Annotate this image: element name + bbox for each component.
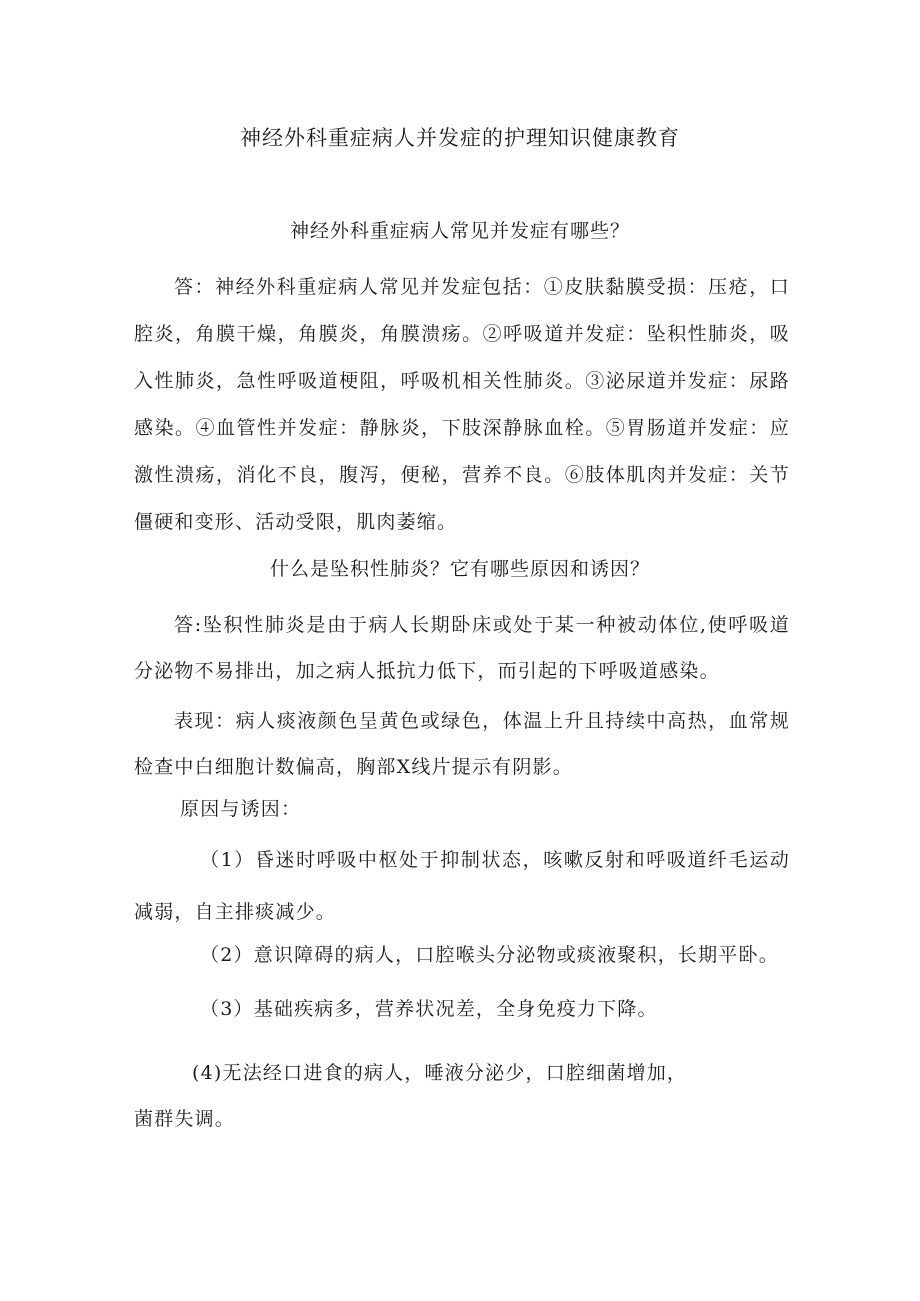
- document-title: 神经外科重症病人并发症的护理知识健康教育: [240, 126, 680, 150]
- question-1: 神经外科重症病人常见并发症有哪些？: [289, 220, 630, 242]
- cause-item-3: （3）基础疾病多，营养状况差，全身免疫力下降。: [200, 998, 658, 1020]
- cause-item-1: （1）昏迷时呼吸中枢处于抑制状态，咳嗽反射和呼吸道纤毛运动减弱，自主排痰减少。: [134, 849, 790, 923]
- cause-item-2: （2）意识障碍的病人，口腔喉头分泌物或痰液聚积，长期平卧。: [200, 944, 779, 966]
- cause-item-4-continuation: 菌群失调。: [134, 1108, 236, 1130]
- answer-2: 答:坠积性肺炎是由于病人长期卧床或处于某一种被动体位,使呼吸道分泌物不易排出，加之病人抵抗力低下，而引起的下呼吸道感染。: [134, 614, 790, 682]
- causes-heading: 原因与诱因：: [180, 798, 302, 820]
- question-2: 什么是坠积性肺炎？它有哪些原因和诱因？: [269, 558, 650, 580]
- manifestation-paragraph: 表现：病人痰液颜色呈黄色或绿色，体温上升且持续中高热，血常规检查中白细胞计数偏高，胸部X线片提示有阴影。: [134, 710, 790, 778]
- cause-item-4: (4)无法经口进食的病人，唾液分泌少，口腔细菌增加，: [192, 1062, 688, 1084]
- answer-1: 答：神经外科重症病人常见并发症包括：①皮肤黏膜受损：压疮，口腔炎，角膜干燥，角膜炎，角膜溃疡。②呼吸道并发症：坠积性肺炎，吸入性肺炎，急性呼吸道梗阻，呼吸机相关性肺炎。③泌尿道并发症：尿路感染。④血管性并发症：静脉炎，下肢深静脉血栓。⑤胃肠道并发症：应激性溃疡，消化不良，腹泻，便秘，营养不良。⑥肢体肌肉并发症：关节僵硬和变形、活动受限，肌肉萎缩。: [134, 276, 790, 533]
